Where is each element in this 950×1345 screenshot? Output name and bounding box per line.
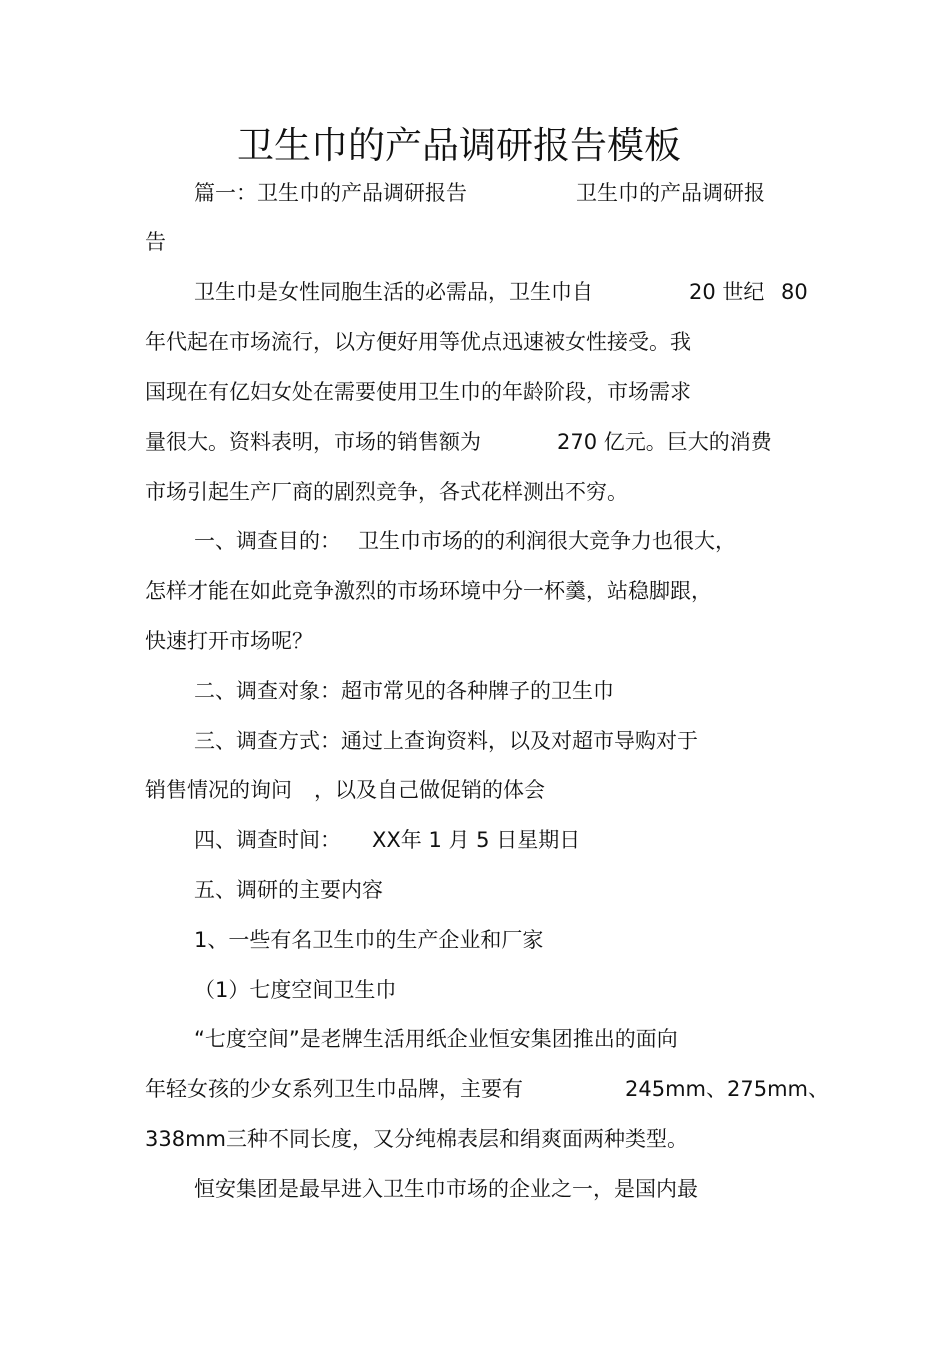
paragraph-line: （1）七度空间卫生巾	[194, 978, 397, 1002]
paragraph-line: 80	[781, 280, 808, 304]
paragraph-line: ，以及自己做促销的体会	[314, 778, 545, 802]
paragraph-line: 四、调查时间：	[194, 828, 341, 852]
paragraph-line: “七度空间”是老牌生活用纸企业恒安集团推出的面向	[194, 1027, 678, 1051]
document-title: 卫生巾的产品调研报告模板	[237, 124, 681, 167]
paragraph-line: XX年 1 月 5 日星期日	[372, 828, 581, 852]
paragraph-line: 市场引起生产厂商的剧烈竞争，各式花样测出不穷。	[145, 480, 628, 504]
paragraph-line: 告	[145, 230, 166, 254]
paragraph-line: 卫生巾的产品调研报	[576, 181, 765, 205]
paragraph-line: 卫生巾市场的的利润很大竞争力也很大，	[358, 529, 736, 553]
paragraph-line: 篇一：卫生巾的产品调研报告	[194, 181, 467, 205]
paragraph-line: 年代起在市场流行，以方便好用等优点迅速被女性接受。我	[145, 330, 691, 354]
paragraph-line: 量很大。资料表明，市场的销售额为	[145, 430, 481, 454]
paragraph-line: 国现在有亿妇女处在需要使用卫生巾的年龄阶段，市场需求	[145, 380, 691, 404]
paragraph-line: 245mm、275mm、	[625, 1077, 829, 1101]
paragraph-line: 怎样才能在如此竞争激烈的市场环境中分一杯羹，站稳脚跟，	[145, 579, 712, 603]
paragraph-line: 恒安集团是最早进入卫生巾市场的企业之一，是国内最	[194, 1177, 698, 1201]
paragraph-line: 270 亿元。巨大的消费	[557, 430, 772, 454]
paragraph-line: 二、调查对象：超市常见的各种牌子的卫生巾	[194, 679, 614, 703]
paragraph-line: 年轻女孩的少女系列卫生巾品牌，主要有	[145, 1077, 523, 1101]
paragraph-line: 338mm三种不同长度，又分纯棉表层和绢爽面两种类型。	[145, 1127, 688, 1151]
paragraph-line: 五、调研的主要内容	[194, 878, 383, 902]
paragraph-line: 1、一些有名卫生巾的生产企业和厂家	[194, 928, 544, 952]
paragraph-line: 卫生巾是女性同胞生活的必需品，卫生巾自	[194, 280, 593, 304]
paragraph-line: 销售情况的询问	[145, 778, 292, 802]
paragraph-line: 一、调查目的：	[194, 529, 341, 553]
paragraph-line: 三、调查方式：通过上查询资料，以及对超市导购对于	[194, 729, 698, 753]
paragraph-line: 20 世纪	[689, 280, 765, 304]
paragraph-line: 快速打开市场呢？	[145, 629, 313, 653]
